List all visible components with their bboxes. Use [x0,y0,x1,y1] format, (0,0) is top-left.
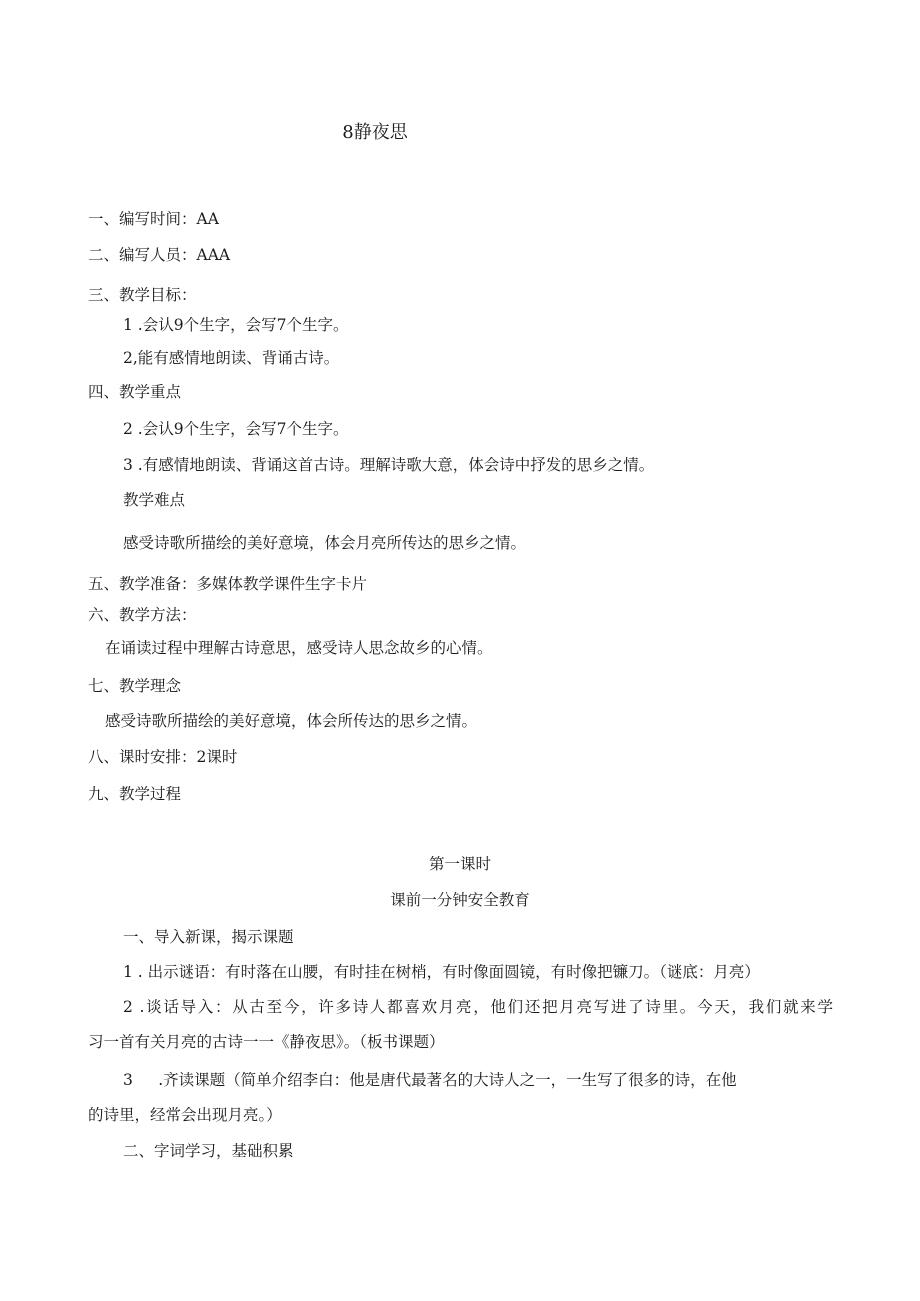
part1-item: 3 .齐读课题（简单介绍李白：他是唐代最著名的大诗人之一，一生写了很多的诗，在他 [123,1071,737,1089]
objective-item: 2,能有感情地朗读、背诵古诗。 [123,349,340,367]
section-process-heading: 九、教学过程 [88,785,182,803]
section-objectives-heading: 三、教学目标： [88,286,197,304]
section-methods-heading: 六、教学方法： [88,606,197,624]
part1-item-continuation: 习一首有关月亮的古诗一一《静夜思》。（板书课题） [88,1033,445,1051]
part1-item: 2 .谈话导入：从古至今，许多诗人都喜欢月亮，他们还把月亮写进了诗里。今天，我们就来学 [123,998,833,1016]
objective-item: 1 .会认9个生字，会写7个生字。 [123,316,349,334]
difficulty-text: 感受诗歌所描绘的美好意境，体会月亮所传达的思乡之情。 [123,534,527,552]
philosophy-text: 感受诗歌所描绘的美好意境，体会所传达的思乡之情。 [105,712,478,730]
part1-item-continuation: 的诗里，经常会出现月亮。） [88,1106,282,1124]
part1-item: 1 . 出示谜语：有时落在山腰，有时挂在树梢，有时像面圆镜，有时像把镰刀。（谜底：月亮） [123,963,760,981]
lesson-heading: 第一课时 [428,855,491,873]
part2-heading: 二、字词学习，基础积累 [123,1142,294,1160]
section-writing-time: 一、编写时间：AA [88,210,219,228]
key-point-item: 2 .会认9个生字，会写7个生字。 [123,420,349,438]
difficulty-heading: 教学难点 [123,491,186,509]
section-philosophy-heading: 七、教学理念 [88,677,182,695]
section-writers: 二、编写人员：AAA [88,246,231,264]
section-schedule: 八、课时安排：2课时 [88,748,238,766]
key-point-item: 3 .有感情地朗读、背诵这首古诗。理解诗歌大意，体会诗中抒发的思乡之情。 [123,456,655,474]
part1-heading: 一、导入新课，揭示课题 [123,928,294,946]
section-key-points-heading: 四、教学重点 [88,383,182,401]
page-title: 8静夜思 [342,122,408,143]
methods-text: 在诵读过程中理解古诗意思，感受诗人思念故乡的心情。 [105,639,493,657]
lesson-subheading: 课前一分钟安全教育 [390,891,530,909]
section-preparation: 五、教学准备：多媒体教学课件生字卡片 [88,575,368,593]
